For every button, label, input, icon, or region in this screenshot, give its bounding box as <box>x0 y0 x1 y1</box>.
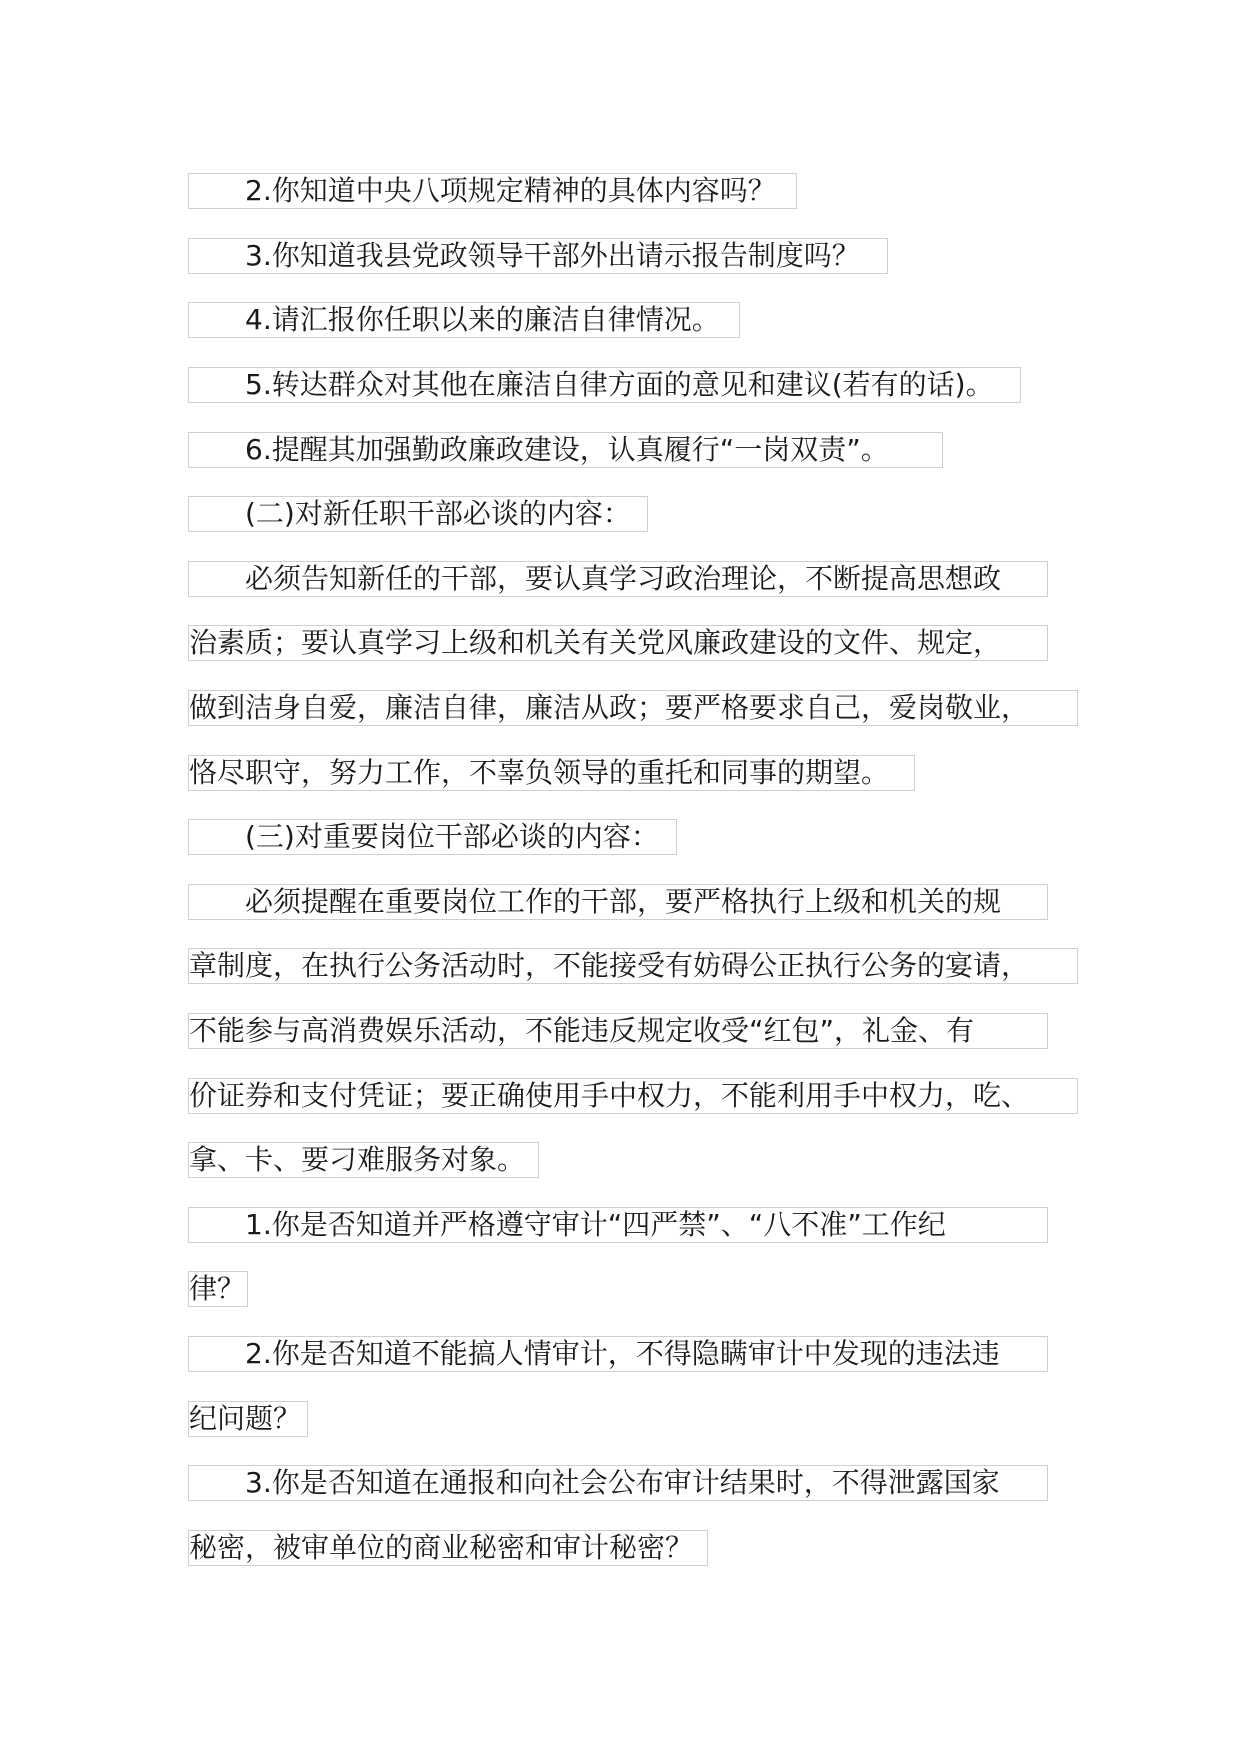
paragraph-line <box>188 755 915 791</box>
paragraph-line <box>188 238 888 274</box>
line-text: 纪问题？ <box>189 1402 302 1435</box>
line-text: (二)对新任职干部必谈的内容： <box>189 497 631 530</box>
paragraph-line <box>188 367 1021 403</box>
line-text: 不能参与高消费娱乐活动，不能违反规定收受“红包”，礼金、有 <box>189 1014 975 1047</box>
paragraph-line <box>188 1271 248 1307</box>
paragraph-line <box>188 884 1048 920</box>
paragraph-line <box>188 1013 1048 1049</box>
line-text: 恪尽职守，努力工作，不辜负领导的重托和同事的期望。 <box>189 756 890 789</box>
line-text: 做到洁身自爱，廉洁自律，廉洁从政；要严格要求自己，爱岗敬业， <box>189 691 1030 724</box>
line-text: 律？ <box>189 1272 246 1305</box>
line-text: 3.你知道我县党政领导干部外出请示报告制度吗？ <box>189 239 860 272</box>
paragraph-heading <box>188 496 648 532</box>
paragraph-line <box>188 432 943 468</box>
paragraph-heading <box>188 819 677 855</box>
paragraph-line <box>188 561 1048 597</box>
line-text: 2.你知道中央八项规定精神的具体内容吗？ <box>189 174 776 207</box>
line-text: 治素质；要认真学习上级和机关有关党风廉政建设的文件、规定， <box>189 626 1002 659</box>
paragraph-line <box>188 690 1078 726</box>
line-text: 章制度，在执行公务活动时，不能接受有妨碍公正执行公务的宴请， <box>189 949 1030 982</box>
paragraph-line <box>188 1465 1048 1501</box>
paragraph-line <box>188 1336 1048 1372</box>
paragraph-line <box>188 1530 708 1566</box>
paragraph-line <box>188 625 1048 661</box>
line-text: 必须告知新任的干部，要认真学习政治理论，不断提高思想政 <box>189 562 1002 595</box>
paragraph-line <box>188 948 1078 984</box>
line-text: 6.提醒其加强勤政廉政建设，认真履行“一岗双责”。 <box>189 433 889 466</box>
line-text: 3.你是否知道在通报和向社会公布审计结果时，不得泄露国家 <box>189 1466 1000 1499</box>
line-text: 5.转达群众对其他在廉洁自律方面的意见和建议(若有的话)。 <box>189 368 994 401</box>
line-text: (三)对重要岗位干部必谈的内容： <box>189 820 659 853</box>
paragraph-line <box>188 1207 1048 1243</box>
line-text: 必须提醒在重要岗位工作的干部，要严格执行上级和机关的规 <box>189 885 1002 918</box>
line-text: 2.你是否知道不能搞人情审计，不得隐瞒审计中发现的违法违 <box>189 1337 1000 1370</box>
line-text: 1.你是否知道并严格遵守审计“四严禁”、“八不准”工作纪 <box>189 1208 946 1241</box>
line-text: 拿、卡、要刁难服务对象。 <box>189 1143 526 1176</box>
paragraph-line <box>188 1078 1078 1114</box>
paragraph-line <box>188 302 740 338</box>
line-text: 价证券和支付凭证；要正确使用手中权力，不能利用手中权力，吃、 <box>189 1079 1030 1112</box>
paragraph-line <box>188 1401 308 1437</box>
line-text: 秘密，被审单位的商业秘密和审计秘密？ <box>189 1531 694 1564</box>
paragraph-line <box>188 1142 539 1178</box>
paragraph-line <box>188 173 797 209</box>
line-text: 4.请汇报你任职以来的廉洁自律情况。 <box>189 303 720 336</box>
